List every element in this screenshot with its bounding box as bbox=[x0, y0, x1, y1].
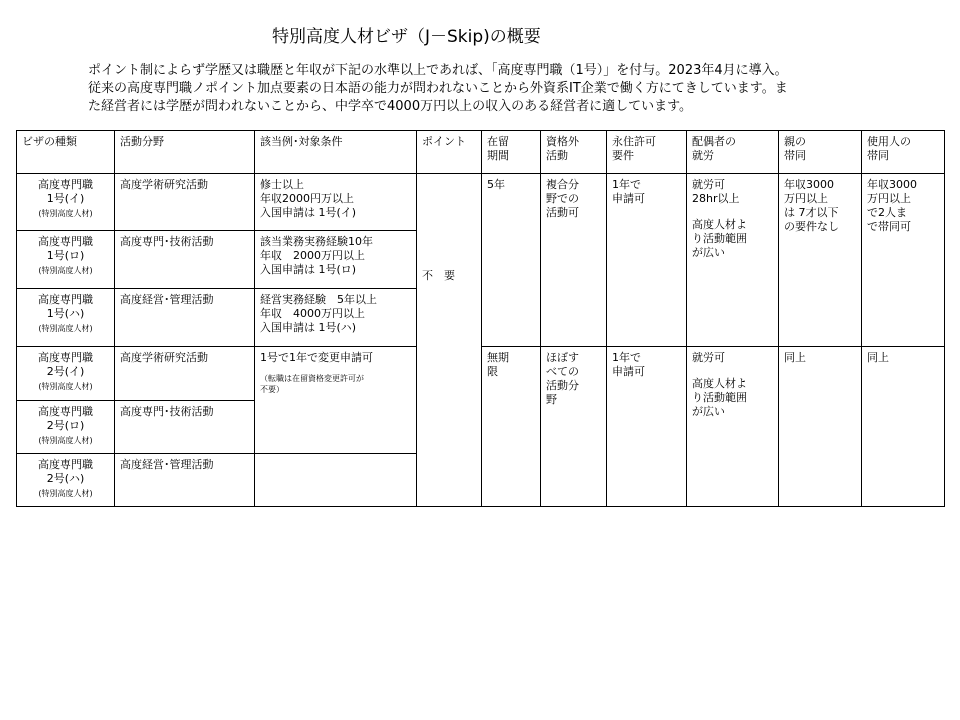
visa-type-cell: 高度専門職 2号(ロ) (特別高度人材) bbox=[17, 401, 115, 454]
intro-line: 従来の高度専門職ノポイント加点要素の日本語の能力が問われないことから外資系IT企業で働く方にてきしています。ま bbox=[88, 81, 788, 96]
header-parent: 親の 帯同 bbox=[779, 131, 862, 174]
outside-activity-cell: ほぼす べての 活動分 野 bbox=[541, 347, 607, 507]
servant-accompany-cell: 同上 bbox=[862, 347, 945, 507]
outside-activity-cell: 複合分 野での 活動可 bbox=[541, 174, 607, 347]
condition-cell: 修士以上 年収2000円万以上 入国申請は 1号(イ) bbox=[255, 174, 417, 231]
condition-cell: 1号で1年で変更申請可 （転職は在留資格変更許可が 不要） bbox=[255, 347, 417, 454]
stay-period-cell: 5年 bbox=[482, 174, 541, 347]
spouse-work-cell: 就労可 28hr以上 高度人材よ り活動範囲 が広い bbox=[687, 174, 779, 347]
condition-cell: 経営実務経験 5年以上 年収 4000万円以上 入国申請は 1号(ハ) bbox=[255, 289, 417, 347]
header-row bbox=[17, 131, 945, 174]
visa-type-cell: 高度専門職 1号(ハ) (特別高度人材) bbox=[17, 289, 115, 347]
activity-cell: 高度専門･技術活動 bbox=[115, 401, 255, 454]
header-servant: 使用人の 帯同 bbox=[862, 131, 945, 174]
intro-line: ポイント制によらず学歴又は職歴と年収が下記の水準以上であれば、「高度専門職（1号）」を付与。2023年4月に導入。 bbox=[88, 63, 788, 78]
intro-text bbox=[88, 62, 918, 116]
activity-cell: 高度専門･技術活動 bbox=[115, 231, 255, 289]
header-outside-activity: 資格外 活動 bbox=[541, 131, 607, 174]
header-visa: ビザの種類 bbox=[17, 131, 115, 174]
condition-cell: 該当業務実務経験10年 年収 2000万円以上 入国申請は 1号(ロ) bbox=[255, 231, 417, 289]
header-spouse: 配偶者の 就労 bbox=[687, 131, 779, 174]
header-condition: 該当例･対象条件 bbox=[255, 131, 417, 174]
servant-accompany-cell: 年収3000 万円以上 で2人ま で帯同可 bbox=[862, 174, 945, 347]
activity-cell: 高度経営･管理活動 bbox=[115, 454, 255, 507]
table-row bbox=[17, 174, 945, 231]
stay-period-cell: 無期 限 bbox=[482, 347, 541, 507]
parent-accompany-cell: 同上 bbox=[779, 347, 862, 507]
activity-cell: 高度経営･管理活動 bbox=[115, 289, 255, 347]
intro-line: た経営者には学歴が問われないことから、中学卒で4000万円以上の収入のある経営者に適しています。 bbox=[88, 99, 693, 114]
condition-cell-empty bbox=[255, 454, 417, 507]
header-activity: 活動分野 bbox=[115, 131, 255, 174]
header-stay: 在留 期間 bbox=[482, 131, 541, 174]
visa-type-cell: 高度専門職 2号(イ) (特別高度人材) bbox=[17, 347, 115, 401]
point-cell: 不 要 bbox=[417, 174, 482, 507]
visa-type-cell: 高度専門職 1号(イ) (特別高度人材) bbox=[17, 174, 115, 231]
visa-table bbox=[16, 130, 945, 507]
header-point: ポイント bbox=[417, 131, 482, 174]
permanent-residence-cell: 1年で 申請可 bbox=[607, 174, 687, 347]
permanent-residence-cell: 1年で 申請可 bbox=[607, 347, 687, 507]
activity-cell: 高度学術研究活動 bbox=[115, 347, 255, 401]
page-title: 特別高度人材ビザ（J－Skip)の概要 bbox=[272, 27, 541, 47]
visa-type-cell: 高度専門職 1号(ロ) (特別高度人材) bbox=[17, 231, 115, 289]
activity-cell: 高度学術研究活動 bbox=[115, 174, 255, 231]
parent-accompany-cell: 年収3000 万円以上 は 7才以下 の要件なし bbox=[779, 174, 862, 347]
visa-type-cell: 高度専門職 2号(ハ) (特別高度人材) bbox=[17, 454, 115, 507]
header-permanent: 永住許可 要件 bbox=[607, 131, 687, 174]
spouse-work-cell: 就労可 高度人材よ り活動範囲 が広い bbox=[687, 347, 779, 507]
